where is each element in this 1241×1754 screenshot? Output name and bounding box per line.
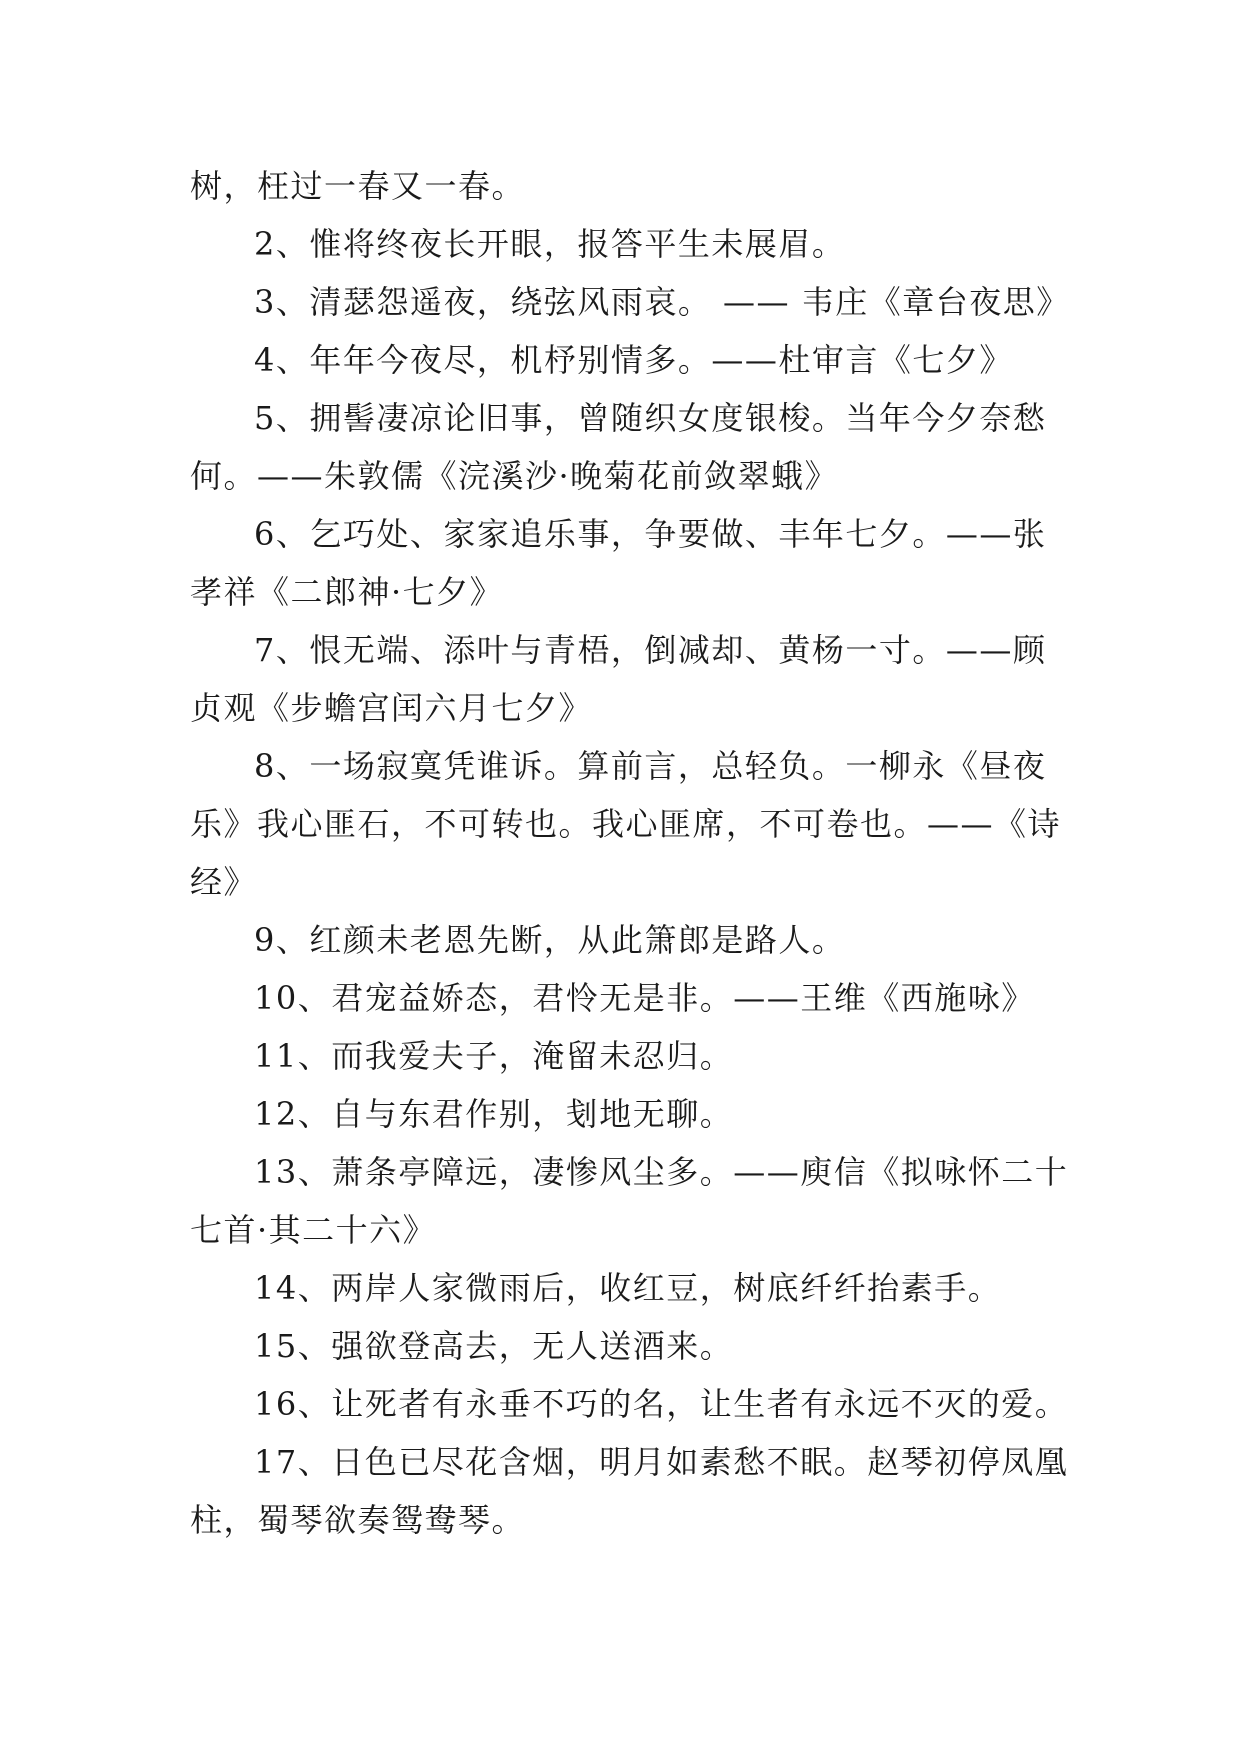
text-line: 乐》我心匪石，不可转也。我心匪席，不可卷也。——《诗 bbox=[190, 805, 1062, 843]
text-line: 16、让死者有永垂不巧的名，让生者有永远不灭的爱。 bbox=[254, 1385, 1069, 1423]
text-line: 树，枉过一春又一春。 bbox=[190, 167, 526, 205]
text-line: 经》 bbox=[190, 863, 258, 901]
text-line: 柱，蜀琴欲奏鸳鸯琴。 bbox=[190, 1501, 526, 1539]
text-line: 七首·其二十六》 bbox=[190, 1211, 437, 1249]
text-line: 8、一场寂寞凭谁诉。算前言，总轻负。一柳永《昼夜 bbox=[254, 747, 1047, 785]
text-line: 12、自与东君作别，刬地无聊。 bbox=[254, 1095, 734, 1133]
text-line: 6、乞巧处、家家追乐事，争要做、丰年七夕。——张 bbox=[254, 515, 1047, 553]
poem-text-body bbox=[190, 157, 1070, 1549]
text-line: 2、惟将终夜长开眼，报答平生未展眉。 bbox=[254, 225, 846, 263]
text-line: 4、年年今夜尽，机杼别情多。——杜审言《七夕》 bbox=[254, 341, 1013, 379]
text-line: 何。——朱敦儒《浣溪沙·晚菊花前敛翠蛾》 bbox=[190, 457, 839, 495]
text-line: 11、而我爱夫子，淹留未忍归。 bbox=[254, 1037, 734, 1075]
text-line: 3、清瑟怨遥夜，绕弦风雨哀。 —— 韦庄《章台夜思》 bbox=[254, 283, 1070, 321]
text-line: 9、红颜未老恩先断，从此箫郎是路人。 bbox=[254, 921, 846, 959]
text-line: 13、萧条亭障远，凄惨风尘多。——庾信《拟咏怀二十 bbox=[254, 1153, 1069, 1191]
text-line: 10、君宠益娇态，君怜无是非。——王维《西施咏》 bbox=[254, 979, 1035, 1017]
text-line: 15、强欲登高去，无人送酒来。 bbox=[254, 1327, 734, 1365]
text-line: 14、两岸人家微雨后，收红豆，树底纤纤抬素手。 bbox=[254, 1269, 1002, 1307]
text-line: 5、拥髻凄凉论旧事，曾随织女度银梭。当年今夕奈愁 bbox=[254, 399, 1047, 437]
text-line: 17、日色已尽花含烟，明月如素愁不眠。赵琴初停凤凰 bbox=[254, 1443, 1069, 1481]
text-line: 7、恨无端、添叶与青梧，倒减却、黄杨一寸。——顾 bbox=[254, 631, 1047, 669]
text-line: 贞观《步蟾宫闰六月七夕》 bbox=[190, 689, 593, 727]
text-line: 孝祥《二郎神·七夕》 bbox=[190, 573, 504, 611]
